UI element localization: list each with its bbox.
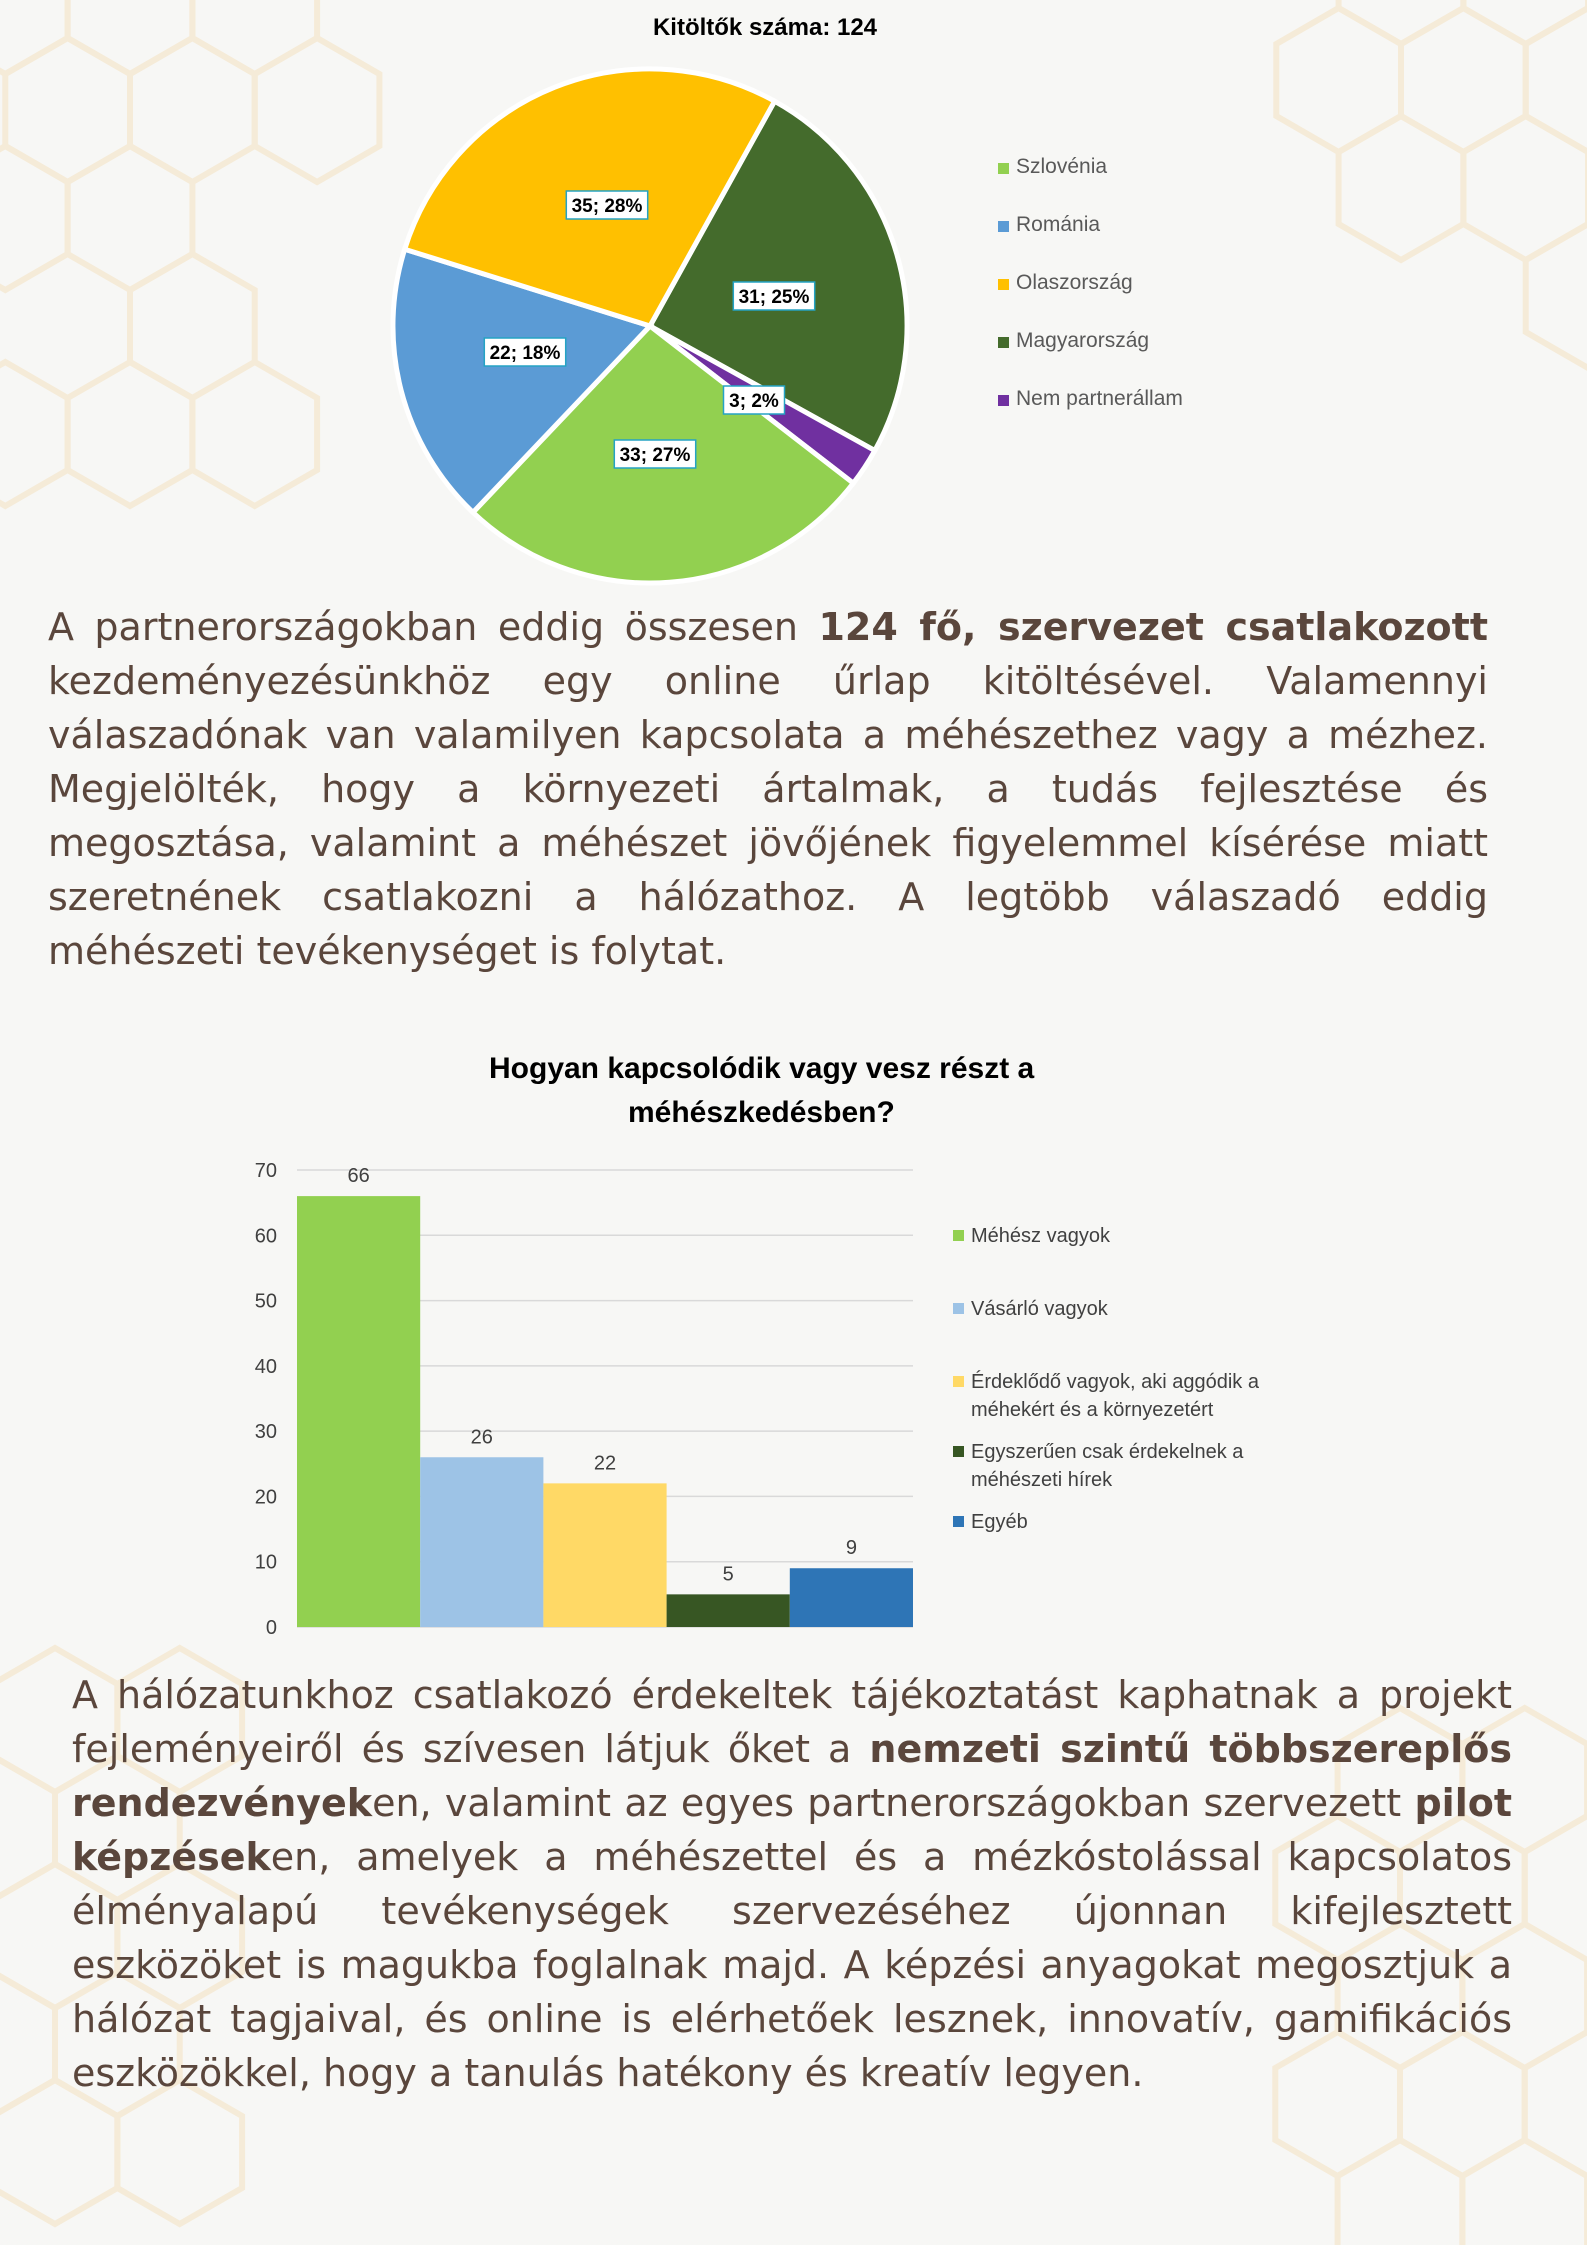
honeycomb-cell xyxy=(1401,8,1526,152)
legend-swatch xyxy=(953,1303,964,1314)
honeycomb-cell xyxy=(68,0,193,74)
y-tick-label: 60 xyxy=(254,1225,277,1248)
honeycomb-cell xyxy=(68,146,193,290)
bar xyxy=(543,1483,666,1627)
bar-legend-item xyxy=(953,1222,1259,1250)
y-tick-label: 50 xyxy=(254,1290,277,1313)
pie-legend-item xyxy=(998,387,1183,411)
bar-data-label: 5 xyxy=(722,1563,734,1586)
svg-text:22; 18%: 22; 18% xyxy=(489,343,561,364)
bar-legend-label xyxy=(971,1508,1028,1536)
y-tick-label: 70 xyxy=(254,1160,277,1182)
pie-legend-item xyxy=(998,155,1183,179)
bold-text: pilot képzések xyxy=(72,1781,1512,1879)
bar-legend-item xyxy=(953,1508,1259,1536)
svg-text:33; 27%: 33; 27% xyxy=(619,445,691,466)
bar-legend-label xyxy=(971,1438,1243,1494)
pie-data-label xyxy=(614,440,695,468)
pie-legend xyxy=(998,155,1183,445)
pie-data-label xyxy=(566,191,647,219)
svg-text:3; 2%: 3; 2% xyxy=(729,391,779,412)
bar-legend-label-line: Méhész vagyok xyxy=(971,1225,1110,1247)
network-paragraph xyxy=(72,1668,1512,2100)
pie-chart-title: Kitöltők száma: 124 xyxy=(652,14,878,41)
honeycomb-cell xyxy=(0,362,68,506)
pie-data-label xyxy=(484,338,565,366)
pie-legend-label: Szlovénia xyxy=(1016,155,1108,178)
y-tick-label: 40 xyxy=(254,1355,277,1378)
honeycomb-cell xyxy=(255,38,380,182)
bold-text: nemzeti szintű többszereplős rendezvények xyxy=(72,1727,1512,1825)
bar-legend-item xyxy=(953,1295,1259,1323)
text-run: A hálózatunkhoz csatlakozó érdekeltek tájékoztatást kaphatnak a projekt fejleményeiről és szívesen látjuk őket a xyxy=(72,1673,1512,1771)
honeycomb-cell xyxy=(68,362,193,506)
bar-data-label: 66 xyxy=(347,1165,370,1188)
honeycomb-cell xyxy=(130,254,255,398)
intro-paragraph xyxy=(48,600,1488,978)
text-run: en, amelyek a méhészettel és a mézkóstolással kapcsolatos élményalapú tevékenységek szervezéséhez újonnan kifejlesztett eszközöket is magukba foglalnak majd. A képzési anyagokat megosztjuk a hálózat tagjaival, és online is elérhetőek lesznek, innovatív, gamifikációs eszközökkel, hogy a tanulás hatékony és kreatív legyen. xyxy=(72,1835,1512,2095)
bar xyxy=(420,1457,543,1627)
legend-swatch xyxy=(953,1516,964,1527)
y-tick-label: 0 xyxy=(265,1617,277,1639)
legend-swatch xyxy=(998,395,1009,406)
honeycomb-cell xyxy=(192,362,317,506)
pie-legend-label: Románia xyxy=(1016,213,1101,236)
honeycomb-cell xyxy=(1525,2032,1587,2176)
pie-legend-item xyxy=(998,329,1183,353)
text-run: en, valamint az egyes partnerországokban szervezett xyxy=(372,1781,1415,1825)
honeycomb-cell xyxy=(1339,116,1464,260)
legend-swatch xyxy=(998,279,1009,290)
bar-legend-label xyxy=(971,1295,1108,1323)
text-run: kezdeményezésünkhöz egy online űrlap kitöltésével. Valamennyi válaszadónak van valamilyen kapcsolata a méhészethez vagy a mézhez. Megjelölték, hogy a környezeti ártalmak, a tudás fejlesztése és megosztása, valamint a méhészet jövőjének figyelemmel kísérése miatt szeretnének csatlakozni a hálózathoz. A legtöbb válaszadó eddig méhészeti tevékenységet is folytat. xyxy=(48,659,1488,973)
honeycomb-cell xyxy=(1526,224,1587,368)
y-tick-label: 10 xyxy=(254,1551,277,1574)
legend-swatch xyxy=(953,1230,964,1241)
bar-legend-label xyxy=(971,1368,1259,1424)
honeycomb-cell xyxy=(117,2080,242,2224)
legend-swatch xyxy=(998,221,1009,232)
bar-legend xyxy=(953,1222,1259,1536)
svg-text:31; 25%: 31; 25% xyxy=(738,287,810,308)
honeycomb-cell xyxy=(0,2080,117,2224)
bar-legend-item xyxy=(953,1438,1259,1494)
pie-chart xyxy=(380,0,1280,590)
legend-swatch xyxy=(998,337,1009,348)
honeycomb-cell xyxy=(0,0,68,74)
pie-data-label xyxy=(733,282,814,310)
bar-legend-label-line: méhekért és a környezetért xyxy=(971,1399,1214,1421)
pie-legend-label: Olaszország xyxy=(1016,271,1133,294)
bar-legend-label-line: Érdeklődő vagyok, aki aggódik a xyxy=(971,1371,1259,1393)
bar-data-label: 9 xyxy=(845,1537,857,1560)
honeycomb-cell xyxy=(1462,2140,1587,2245)
honeycomb-cell xyxy=(1525,1816,1587,1960)
honeycomb-cell xyxy=(192,0,317,74)
pie-legend-item xyxy=(998,271,1183,295)
y-tick-label: 30 xyxy=(254,1421,277,1444)
honeycomb-cell xyxy=(1276,8,1401,152)
honeycomb-cell xyxy=(130,38,255,182)
honeycomb-cell xyxy=(0,146,68,290)
pie-legend-item xyxy=(998,213,1183,237)
bar-legend-item xyxy=(953,1368,1259,1424)
text-run: A partnerországokban eddig összesen xyxy=(48,605,819,649)
honeycomb-cell xyxy=(1338,2140,1463,2245)
bar-data-label: 22 xyxy=(593,1452,617,1475)
honeycomb-cell xyxy=(5,38,130,182)
bar-legend-label-line: Vásárló vagyok xyxy=(971,1298,1108,1320)
bar xyxy=(297,1196,420,1627)
bar-legend-label-line: Egyéb xyxy=(971,1511,1028,1533)
legend-swatch xyxy=(953,1376,964,1387)
bar-data-label: 26 xyxy=(470,1426,493,1449)
bold-text: 124 fő, szervezet csatlakozott xyxy=(818,605,1488,649)
bar-chart xyxy=(220,1030,1320,1650)
y-tick-label: 20 xyxy=(254,1486,277,1509)
svg-text:35; 28%: 35; 28% xyxy=(571,196,643,217)
bar-legend-label-line: Egyszerűen csak érdekelnek a xyxy=(971,1441,1244,1463)
bar xyxy=(667,1594,790,1627)
bar xyxy=(790,1568,913,1627)
legend-swatch xyxy=(998,163,1009,174)
bar-chart-title-line: Hogyan kapcsolódik vagy vesz részt a xyxy=(489,1052,1035,1085)
bar-legend-label xyxy=(971,1222,1110,1250)
pie-legend-label: Magyarország xyxy=(1016,329,1150,352)
pie-data-label xyxy=(724,386,785,414)
bar-chart-title-line: méhészkedésben? xyxy=(628,1096,895,1129)
legend-swatch xyxy=(953,1446,964,1457)
bar-legend-label-line: méhészeti hírek xyxy=(971,1469,1113,1491)
pie-legend-label: Nem partnerállam xyxy=(1016,387,1183,410)
